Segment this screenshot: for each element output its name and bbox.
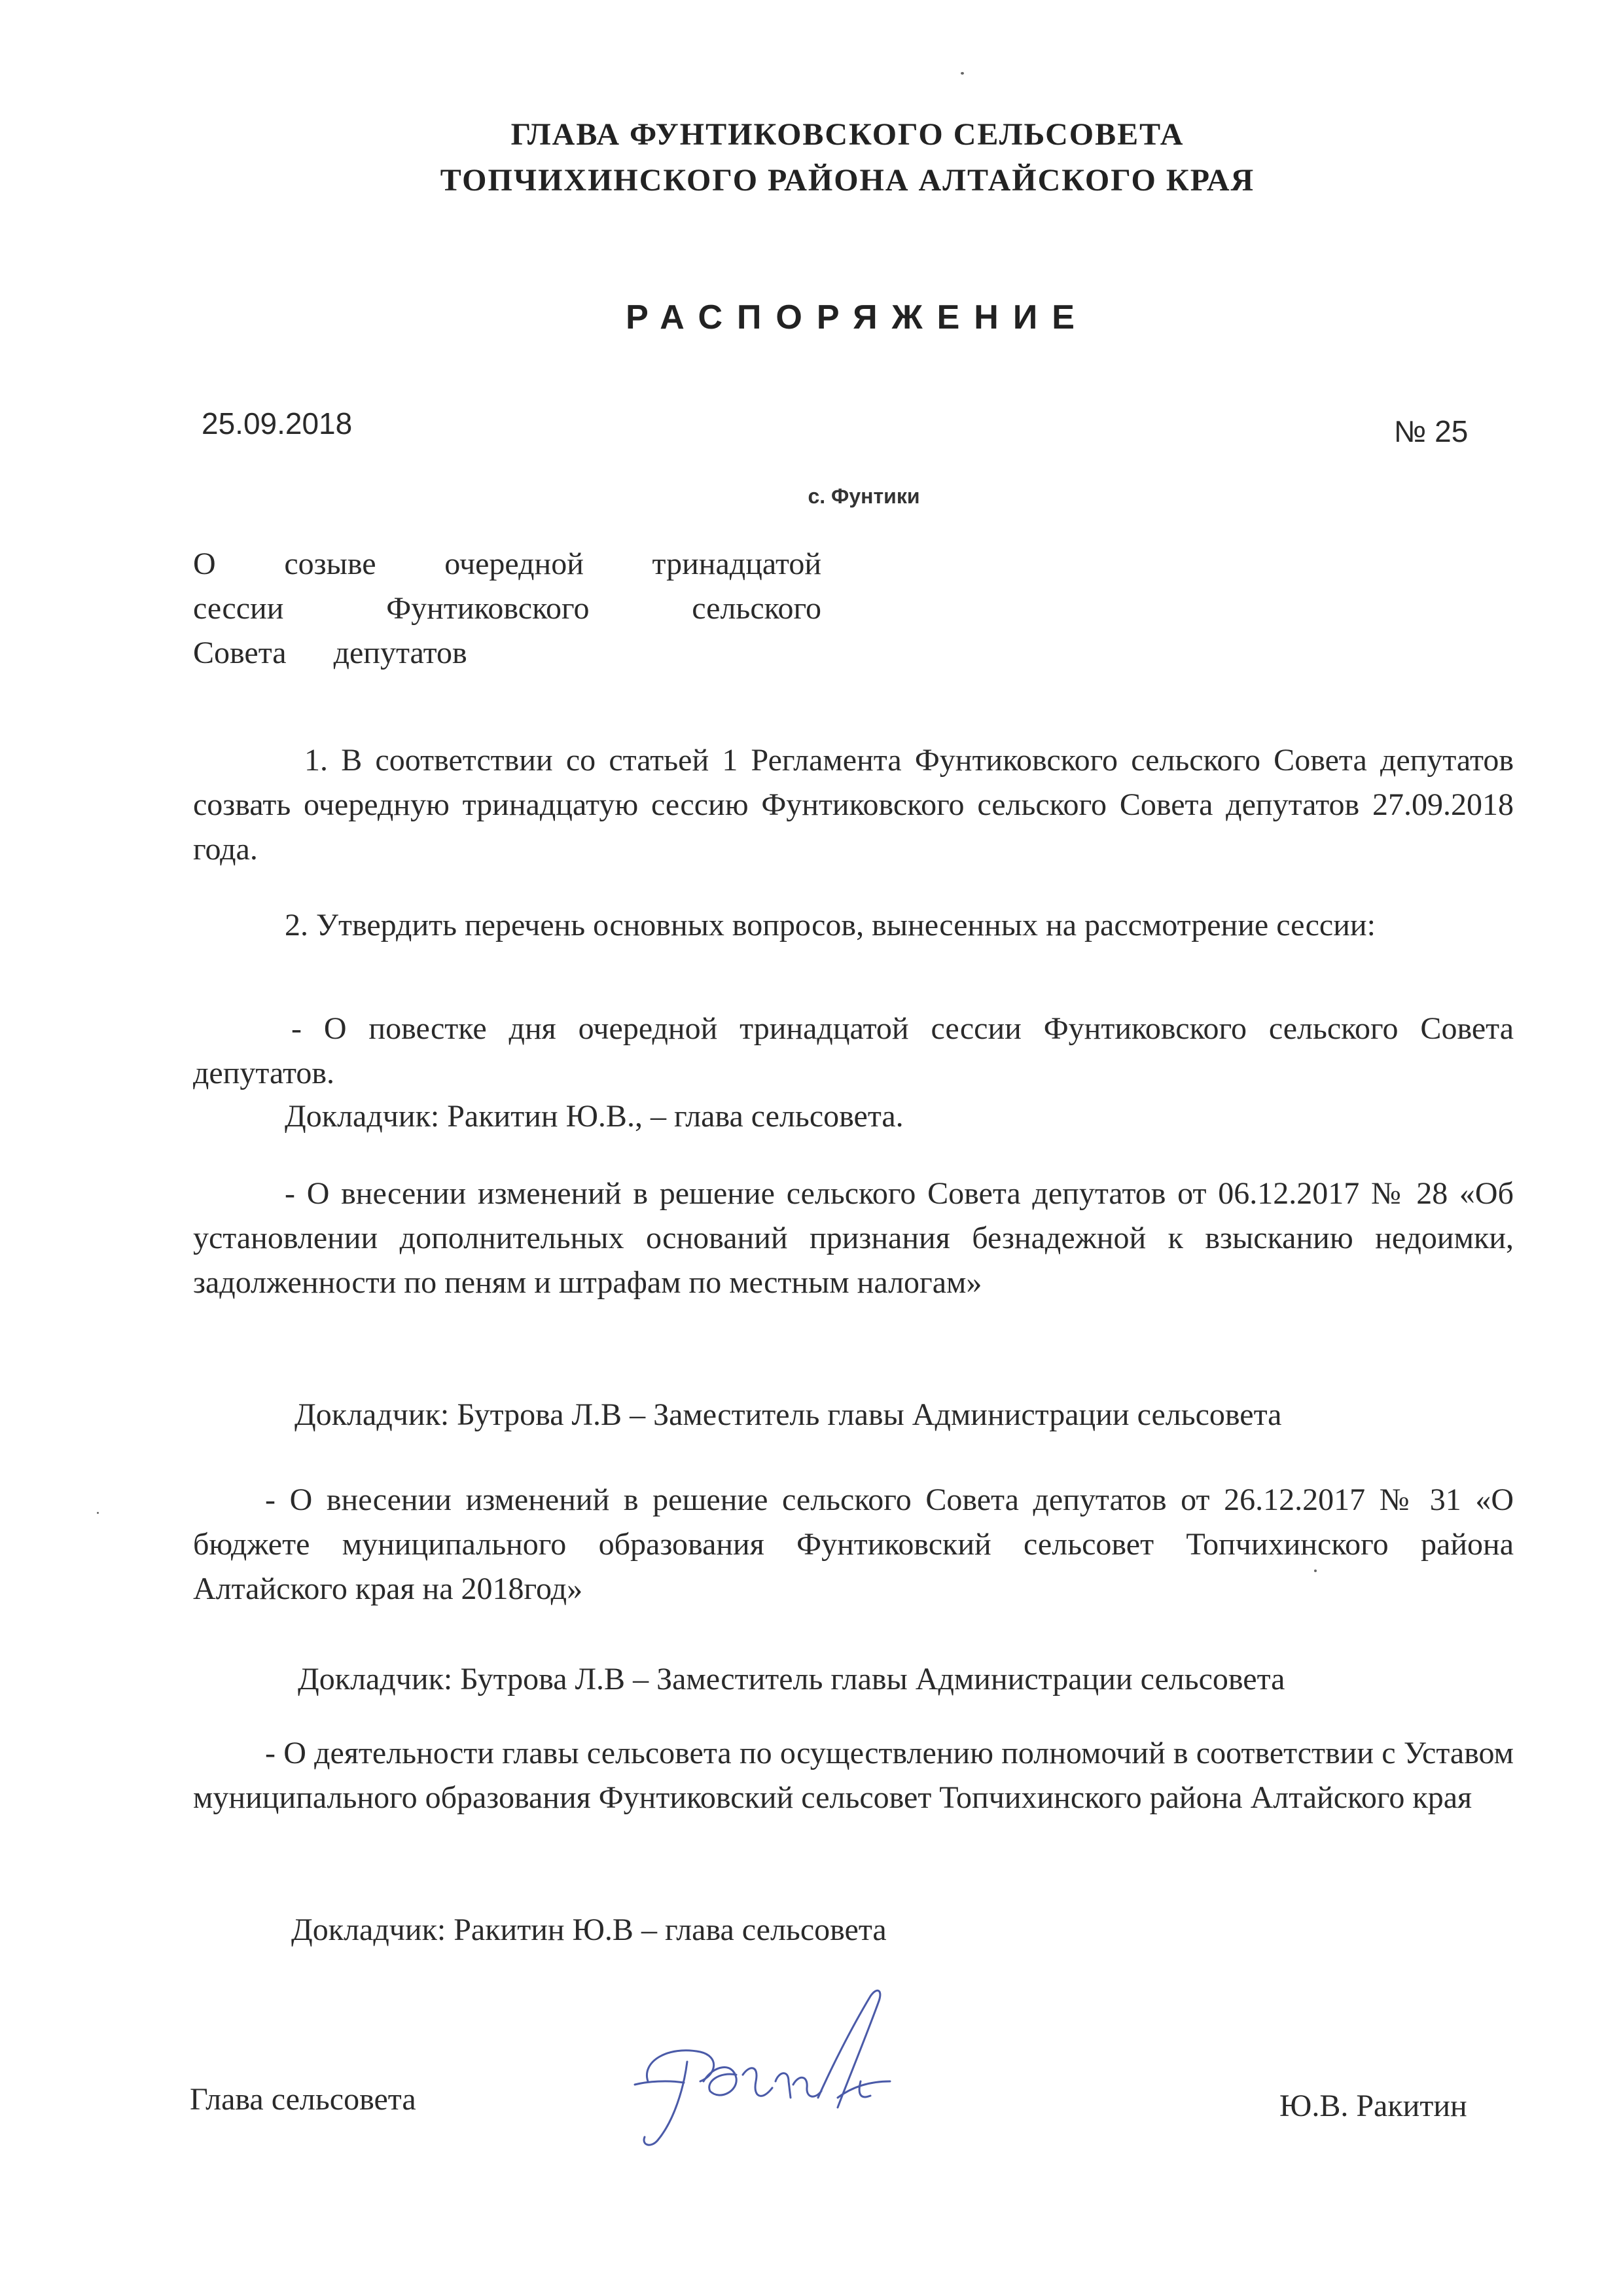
handwritten-signature xyxy=(622,1983,923,2160)
document-number: № 25 xyxy=(1394,414,1469,448)
header-title-line-1: ГЛАВА ФУНТИКОВСКОГО СЕЛЬСОВЕТА xyxy=(510,117,1185,152)
subject-line-3: Совета депутатов xyxy=(193,636,467,670)
agenda-item-4: - О деятельности главы сельсовета по осуществлению полномочий в соответствии с Уставом муниципального образования Фунтиковский сельсовет Топчихинского района Алтайского края xyxy=(193,1736,1514,1815)
paragraph-approve-agenda: 2. Утвердить перечень основных вопросов, вынесенных на рассмотрение сессии: xyxy=(285,908,1376,942)
document-date: 25.09.2018 xyxy=(202,406,353,440)
agenda-item-4-speaker: Докладчик: Ракитин Ю.В – глава сельсовета xyxy=(291,1912,887,1947)
agenda-item-3-speaker: Докладчик: Бутрова Л.В – Заместитель главы Администрации сельсовета xyxy=(298,1662,1285,1696)
header-title-line-2: ТОПЧИХИНСКОГО РАЙОНА АЛТАЙСКОГО КРАЯ xyxy=(440,163,1255,198)
subject-line-2: сессии Фунтиковского сельского xyxy=(193,591,821,626)
agenda-item-2-speaker: Докладчик: Бутрова Л.В – Заместитель главы Администрации сельсовета xyxy=(294,1397,1282,1432)
agenda-item-3: - О внесении изменений в решение сельского Совета депутатов от 26.12.2017 № 31 «О бюджете муниципального образования Фунтиковский сельсовет Топчихинского района Алтайского края на 2018год» xyxy=(193,1482,1514,1606)
paragraph-convene-session: 1. В соответствии со статьей 1 Регламента Фунтиковского сельского Совета депутатов созвать очередную тринадцатую сессию Фунтиковского сельского Совета депутатов 27.09.2018 года. xyxy=(193,743,1514,867)
agenda-item-1: - О повестке дня очередной тринадцатой сессии Фунтиковского сельского Совета депутатов. xyxy=(193,1011,1514,1090)
document-type-heading: РАСПОРЯЖЕНИЕ xyxy=(626,298,1089,336)
agenda-item-2: - О внесении изменений в решение сельского Совета депутатов от 06.12.2017 № 28 «Об установлении дополнительных оснований признания безнадежной к взысканию недоимки, задолженности по пеням и штрафам по местным налогам» xyxy=(193,1176,1514,1300)
subject-line-1: О созыве очередной тринадцатой xyxy=(193,547,821,581)
signatory-name: Ю.В. Ракитин xyxy=(1279,2089,1467,2123)
agenda-item-1-speaker: Докладчик: Ракитин Ю.В., – глава сельсовета. xyxy=(285,1099,904,1134)
scan-speck xyxy=(97,1512,99,1514)
signature-role: Глава сельсовета xyxy=(190,2082,416,2117)
document-place: с. Фунтики xyxy=(808,484,920,508)
scan-speck xyxy=(961,72,964,75)
scan-speck xyxy=(1314,1570,1317,1572)
